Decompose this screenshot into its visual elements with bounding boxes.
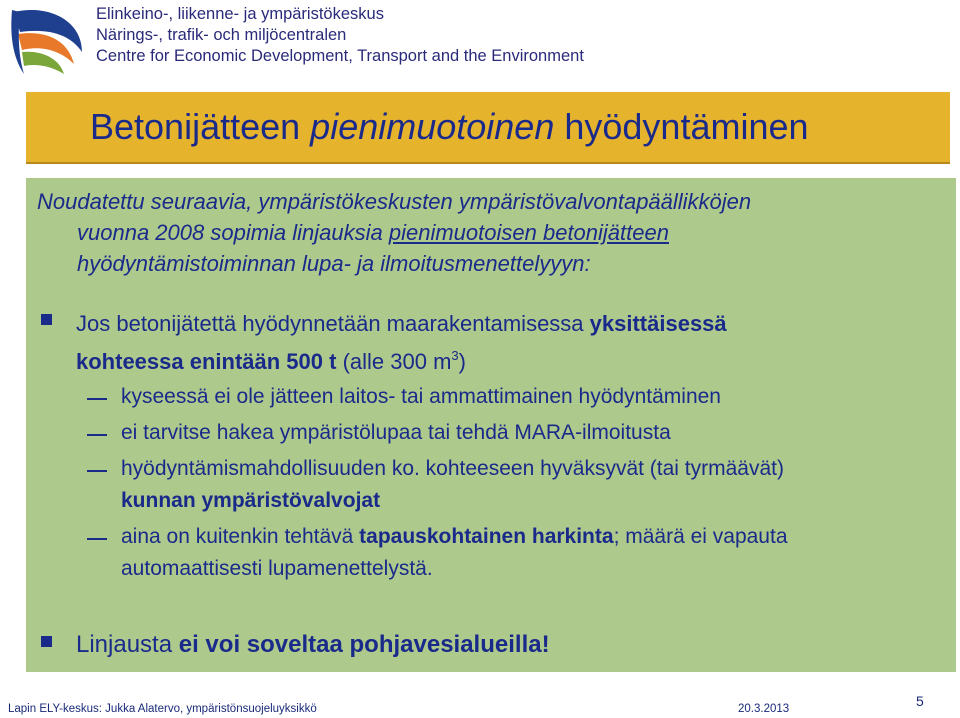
dash-icon	[87, 398, 107, 400]
org-name-en: Centre for Economic Development, Transport and the Environment	[96, 47, 584, 65]
sub-bullet-4: aina on kuitenkin tehtävä tapauskohtainen harkinta; määrä ei vapauta automaattisesti lupamenettelystä.	[121, 525, 788, 580]
bullet-square-icon	[41, 636, 52, 647]
page-number: 5	[916, 693, 924, 709]
sub-bullet-3: hyödyntämismahdollisuuden ko. kohteeseen hyväksyvät (tai tyrmäävät) kunnan ympäristövalvojat	[121, 457, 784, 512]
org-name-sv: Närings-, trafik- och miljöcentralen	[96, 26, 347, 44]
footer-author: Lapin ELY-keskus: Jukka Alatervo, ympäristönsuojeluyksikkö	[8, 703, 317, 715]
organization-name	[96, 4, 584, 67]
slide-title: Betonijätteen pienimuotoinen hyödyntäminen	[90, 106, 809, 147]
dash-icon	[87, 434, 107, 436]
dash-icon	[87, 538, 107, 540]
sub-bullet-2: ei tarvitse hakea ympäristölupaa tai tehdä MARA-ilmoitusta	[121, 421, 671, 444]
bullet-square-icon	[41, 314, 52, 325]
dash-icon	[87, 470, 107, 472]
org-name-fi: Elinkeino-, liikenne- ja ympäristökeskus	[96, 5, 384, 23]
ely-logo-icon	[8, 4, 86, 76]
intro-text: Noudatettu seuraavia, ympäristökeskusten ympäristövalvontapäällikköjen vuonna 2008 sopimia linjauksia pienimuotoisen betonijätteen hyödyntämistoiminnan lupa- ja ilmoitusmenettelyyyn:	[37, 189, 752, 276]
footer-date: 20.3.2013	[738, 703, 790, 715]
sub-bullet-1: kyseessä ei ole jätteen laitos- tai ammattimainen hyödyntäminen	[121, 385, 721, 408]
bullet-main-2: Linjausta ei voi soveltaa pohjavesialueilla!	[76, 631, 550, 658]
bullet-main-1: Jos betonijätettä hyödynnetään maarakentamisessa yksittäisessä kohteessa enintään 500 t (alle 300 $m^3$)	[76, 311, 727, 374]
